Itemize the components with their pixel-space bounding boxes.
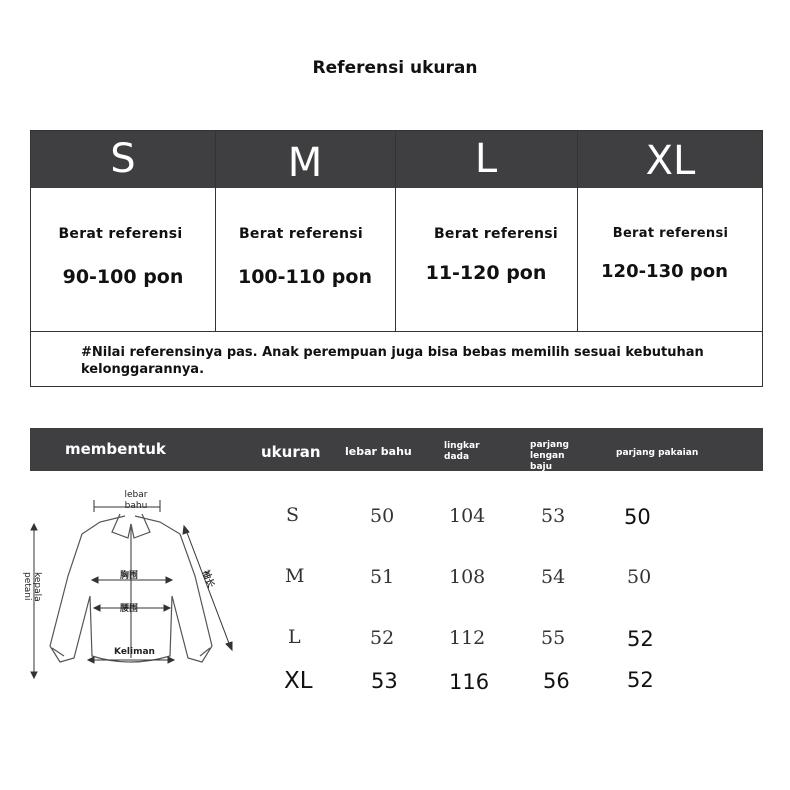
row-size: M bbox=[285, 565, 305, 587]
row-length: 52 bbox=[627, 668, 654, 692]
weight-label: Berat referensi bbox=[238, 226, 364, 242]
weight-value: 11-120 pon bbox=[425, 262, 547, 284]
row-chest: 104 bbox=[449, 505, 486, 527]
note-row bbox=[31, 331, 762, 388]
row-length: 50 bbox=[627, 566, 652, 588]
header-sleeve: parjang lengan baju bbox=[530, 440, 569, 471]
row-size: S bbox=[286, 504, 300, 526]
size-cell-l bbox=[395, 188, 577, 331]
row-sleeve: 53 bbox=[541, 505, 566, 527]
row-length: 52 bbox=[627, 627, 654, 651]
size-header-s: S bbox=[110, 136, 136, 182]
weight-label: Berat referensi bbox=[58, 226, 183, 242]
sleeve-label: 袖长 bbox=[199, 568, 216, 590]
row-shoulder: 50 bbox=[370, 505, 395, 527]
weight-value: 90-100 pon bbox=[62, 266, 184, 288]
size-header-m: M bbox=[287, 140, 323, 186]
waist-label: 腰围 bbox=[120, 604, 139, 614]
size-weight-table bbox=[30, 130, 763, 387]
row-chest: 116 bbox=[449, 670, 490, 694]
row-shoulder: 53 bbox=[371, 669, 398, 693]
row-size: XL bbox=[284, 668, 313, 694]
row-chest: 108 bbox=[449, 566, 486, 588]
row-sleeve: 55 bbox=[541, 627, 566, 649]
row-shoulder: 51 bbox=[370, 566, 395, 588]
chest-label: 胸围 bbox=[120, 571, 139, 581]
header-size: ukuran bbox=[261, 443, 321, 461]
page-title: Referensi ukuran bbox=[312, 58, 478, 78]
header-chest: lingkar dada bbox=[444, 441, 480, 462]
measure-header-row bbox=[30, 428, 763, 471]
size-header-row bbox=[31, 131, 762, 188]
header-length: parjang pakaian bbox=[616, 448, 699, 458]
size-cell-m bbox=[215, 188, 395, 331]
fit-note: #Nilai referensinya pas. Anak perempuan juga bisa bebas memilih sesuai kebutuhan kelonggarannya. bbox=[81, 345, 704, 377]
weight-label: Berat referensi bbox=[612, 226, 729, 241]
size-header-xl: XL bbox=[645, 138, 696, 184]
size-cell-xl bbox=[577, 188, 764, 331]
length-label: kepala petani bbox=[22, 572, 42, 602]
row-chest: 112 bbox=[449, 627, 486, 649]
shoulder-label: lebar bahu bbox=[124, 490, 148, 511]
hem-label: Keliman bbox=[114, 647, 155, 657]
row-shoulder: 52 bbox=[370, 627, 395, 649]
weight-value: 100-110 pon bbox=[237, 266, 372, 288]
weight-label: Berat referensi bbox=[433, 226, 559, 242]
row-sleeve: 54 bbox=[541, 566, 566, 588]
row-size: L bbox=[288, 626, 301, 648]
row-sleeve: 56 bbox=[543, 669, 570, 693]
header-shape: membentuk bbox=[65, 440, 166, 458]
size-cell-s bbox=[31, 188, 215, 331]
weight-value: 120-130 pon bbox=[601, 261, 728, 282]
header-shoulder: lebar bahu bbox=[345, 445, 412, 458]
size-header-l: L bbox=[474, 136, 498, 182]
row-length: 50 bbox=[624, 505, 651, 529]
